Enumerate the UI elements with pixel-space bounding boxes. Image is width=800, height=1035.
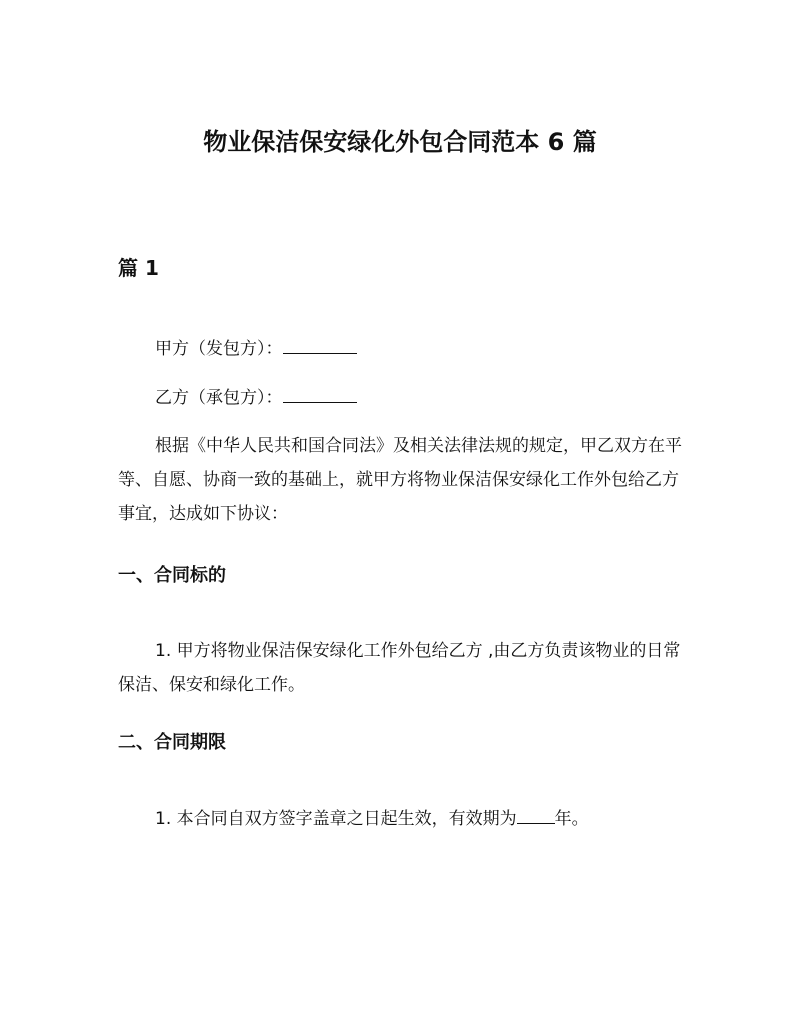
intro-paragraph: 根据《中华人民共和国合同法》及相关法律法规的规定，甲乙双方在平等、自愿、协商一致的基础上，就甲方将物业保洁保安绿化工作外包给乙方事宜，达成如下协议： [118,436,682,524]
party-a-label: 甲方（发包方）： [155,339,283,359]
term-years-blank [517,805,555,824]
party-b-blank [283,384,357,403]
document-title: 物业保洁保安绿化外包合同范本 6 篇 [203,128,597,156]
section-2-item [155,804,589,834]
party-b-line [155,383,357,413]
party-a-line [155,334,357,364]
section-1-heading: 一、合同标的 [118,565,226,586]
party-b-label: 乙方（承包方）： [155,388,283,408]
section-2-item-suffix: 年。 [554,809,589,829]
section-2-item-prefix: 1. 本合同自双方签字盖章之日起生效，有效期为 [155,809,517,829]
section-2-heading: 二、合同期限 [118,732,226,753]
party-a-blank [283,335,357,354]
section-1-item: 1. 甲方将物业保洁保安绿化工作外包给乙方 ,由乙方负责该物业的日常保洁、保安和绿化工作。 [118,641,681,695]
chapter-heading: 篇 1 [118,256,159,280]
